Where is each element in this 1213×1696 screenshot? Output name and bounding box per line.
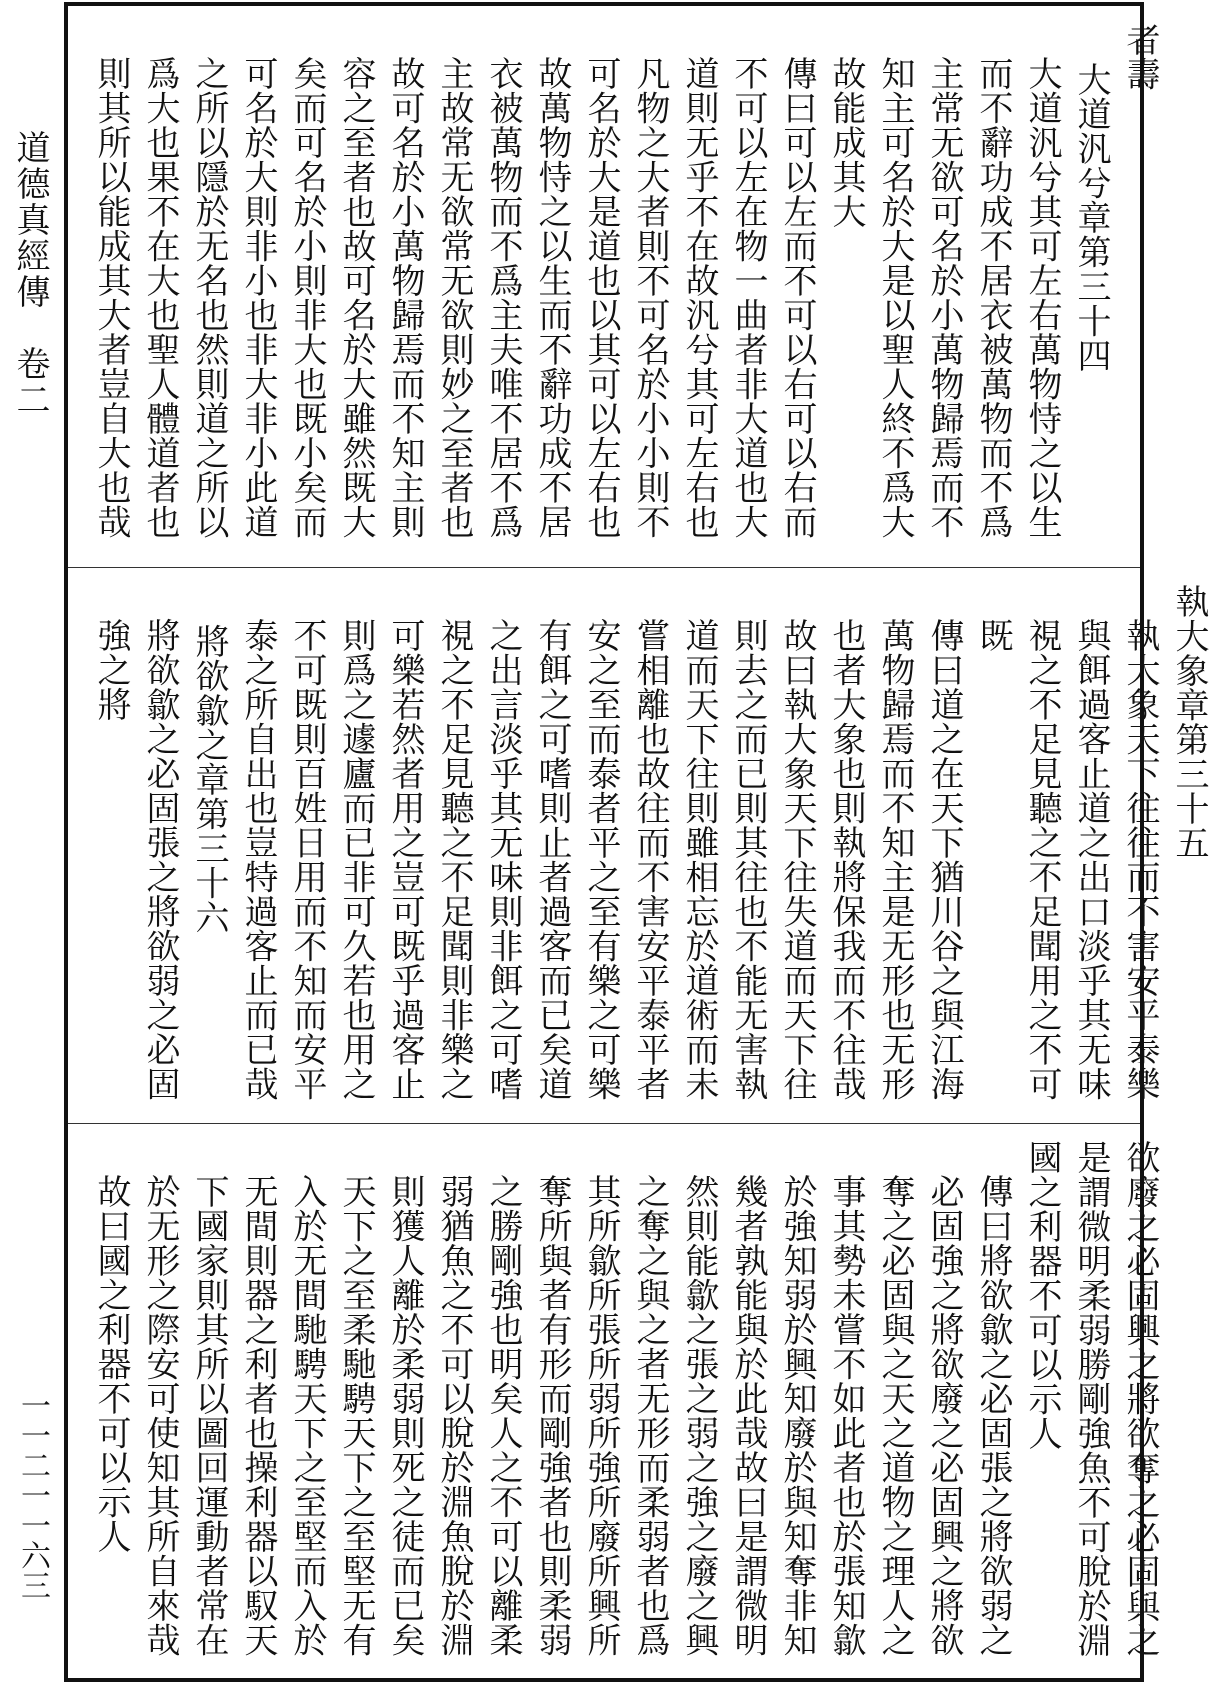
text-panel-upper	[68, 6, 1160, 567]
text-columns	[86, 1140, 1164, 1666]
commentary-text: 傳曰可以左而不可以右可以右而不可以左在物一曲者非大道也大道則无乎不在故汎兮其可左右也凡物之大者則不可名於小小則不可名於大是道也以其可以左右也故萬物恃之以生而不辭功成不居衣被萬物而不爲主夫唯不居不爲主故常无欲常无欲則妙之至者也故可名於小萬物歸焉而不知主則容之至者也故可名於大雖然既大矣而可名於小則非大也既小矣而可名於大則非小也非大非小此道之所以隱於无名也然則道之所以爲大也果不在大也聖人體道者也則其所以能成其大者豈自大也哉	[91, 56, 817, 539]
scripture-text: 大道汎兮其可左右萬物恃之以生而不辭功成不居衣被萬物而不爲主常无欲可名於小萬物歸焉而不知主可名於大是以聖人終不爲大故能成其大	[826, 56, 1062, 539]
scripture-text: 執大象天下往往而不害安平泰樂與餌過客止道之出口淡乎其无味視之不足見聽之不足聞用之不可既	[973, 618, 1160, 1101]
scripture-text: 將欲歙之必固張之將欲弱之必固強之將	[91, 618, 180, 1101]
text-paragraph: 者壽	[1120, 22, 1160, 91]
commentary-text: 傳曰道之在天下猶川谷之與江海萬物歸焉而不知主是无形也无形也者大象也則執將保我而不往哉故曰執大象天下往失道而天下往則去之而已則其往也不能无害執道而天下往則雖相忘於道術而未嘗相離也故往而不害安平泰平者安之至而泰者平之至有樂之可樂有餌之可嗜則止者過客而已矣道之出言淡乎其无味則非餌之可嗜視之不足見聽之不足聞則非樂之可樂若然者用之豈可既乎過客止則爲之遽廬而已非可久若也用之不可既則百姓日用而不知而安平泰之所自出也豈特過客止而已哉	[238, 618, 964, 1101]
folio-number: 一一二一一六三	[15, 1390, 50, 1600]
book-title-margin: 道德真經傳 卷二	[10, 130, 50, 418]
chapter-heading: 將欲歙之章第三十六	[189, 624, 229, 935]
chapter-heading: 執大象章第三十五	[1169, 584, 1209, 860]
text-columns	[86, 22, 1164, 551]
page-frame	[64, 2, 1209, 1682]
commentary-text: 傳曰將欲歙之必固張之將欲弱之必固強之將欲廢之必固興之將欲奪之必固與之天之道物之理人之事其勢未嘗不如此者也於張知歙於強知弱於興知廢於與知奪非知幾者孰能與於此哉故曰是謂微明然則能歙之張之弱之強之廢之興之奪之與之者无形而柔弱者也爲其所歙所張所弱所強所廢所興所奪所與者有形而剛強者也則柔弱之勝剛強也明矣人之不可以離柔弱猶魚之不可以脫於淵魚脫於淵則獲人離於柔弱則死之徒而已矣天下之至柔馳騁天下之至堅无有入於无間馳騁天下之至堅而入於无間則器之利者也操利器以馭天下國家則其所以圖回運動者常在於无形之際安可使知其所自來哉故曰國之利器不可以示人	[91, 1174, 1013, 1657]
chapter-heading: 大道汎兮章第三十四	[1071, 62, 1111, 373]
scripture-text: 欲廢之必固興之將欲奪之必固與之是謂微明柔弱勝剛強魚不可脫於淵國之利器不可以示人	[1022, 1140, 1160, 1658]
text-panel-lower	[68, 1123, 1160, 1682]
text-columns	[86, 584, 1213, 1107]
text-panel-middle	[68, 567, 1209, 1123]
